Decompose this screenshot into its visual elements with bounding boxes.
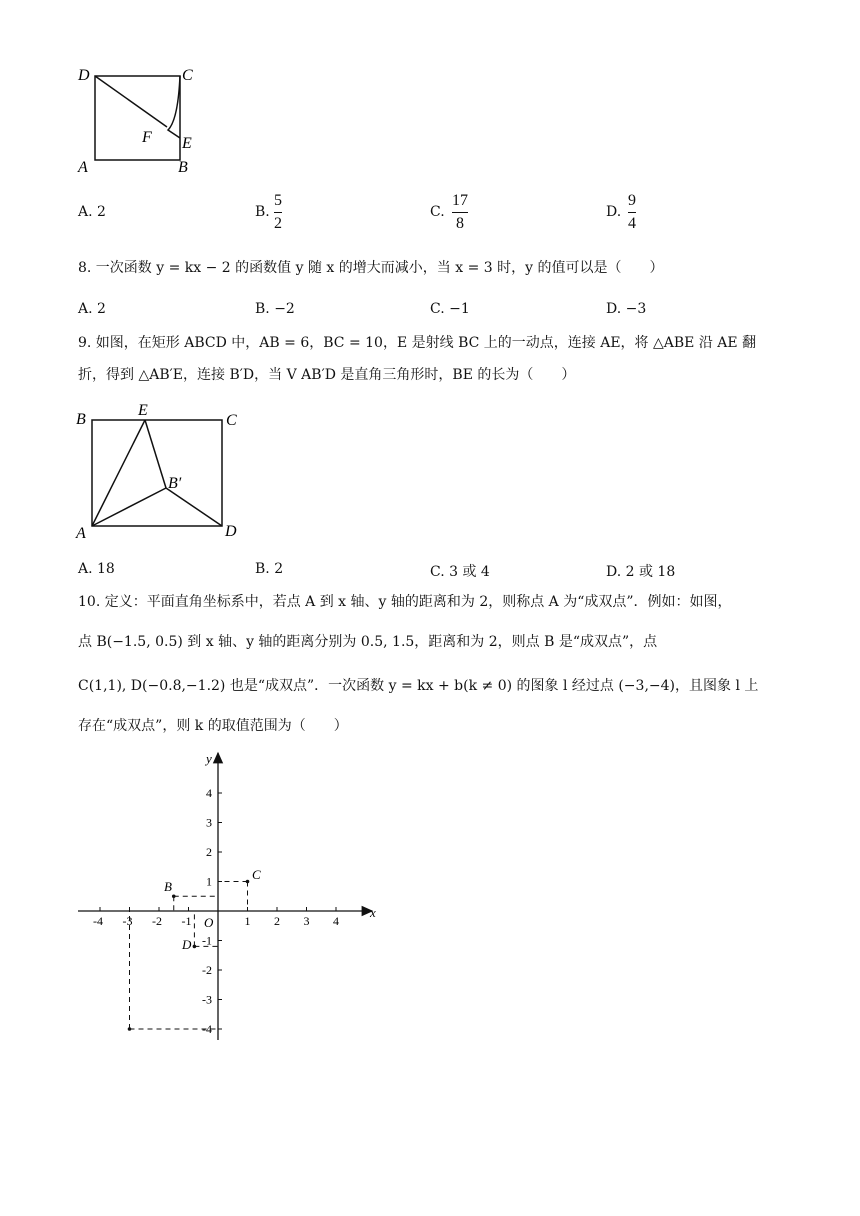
label-D: D bbox=[78, 67, 90, 84]
point-C-label: C bbox=[252, 867, 261, 882]
label-E: E bbox=[138, 402, 148, 419]
x-tick-label: 2 bbox=[274, 914, 280, 928]
q10-line-1: 10. 定义：平面直角坐标系中，若点 A 到 x 轴、y 轴的距离和为 2，则称点 A 为“成双点”．例如：如图， bbox=[78, 594, 732, 610]
x-tick-label: -3 bbox=[122, 914, 133, 928]
point-B-label: B bbox=[164, 879, 172, 894]
x-tick-label: -4 bbox=[93, 914, 103, 928]
q8-option-d: D. −3 bbox=[606, 301, 647, 317]
denominator: 4 bbox=[628, 215, 636, 232]
numerator: 5 bbox=[274, 192, 282, 209]
label-B: B bbox=[178, 159, 188, 176]
y-tick-label: 2 bbox=[206, 845, 212, 859]
q8-stem: 8. 一次函数 y = kx − 2 的函数值 y 随 x 的增大而减小，当 x = 3 时，y 的值可以是（ ） bbox=[78, 260, 664, 276]
q7-option-c-prefix: C. bbox=[430, 204, 445, 220]
label-A: A bbox=[76, 525, 86, 542]
x-axis-label: x bbox=[370, 905, 376, 920]
y-tick-label: -1 bbox=[202, 933, 212, 948]
q7-option-d-fraction bbox=[628, 192, 636, 233]
x-tick-label: 3 bbox=[303, 914, 310, 928]
q7-option-a: A. 2 bbox=[78, 204, 106, 220]
q7-figure bbox=[70, 60, 210, 180]
q8-option-c: C. −1 bbox=[430, 301, 470, 317]
q7-option-b-prefix: B. bbox=[255, 204, 270, 220]
q9-option-b: B. 2 bbox=[255, 561, 284, 577]
y-tick-label: -2 bbox=[202, 963, 212, 977]
label-A: A bbox=[78, 159, 88, 176]
q9-option-c: C. 3 或 4 bbox=[430, 564, 490, 580]
q10-line-3: C(1,1), D(−0.8,−1.2) 也是“成双点”．一次函数 y = kx + b(k ≠ 0) 的图象 l 经过点 (−3,−4)，且图象 l 上 bbox=[78, 678, 759, 694]
y-axis-label: y bbox=[206, 751, 212, 766]
q9-line-2: 折，得到 △AB′E，连接 B′D，当 V AB′D 是直角三角形时，BE 的长为（ ） bbox=[78, 367, 576, 383]
label-C: C bbox=[226, 412, 237, 429]
numerator: 17 bbox=[452, 192, 468, 209]
origin-label: O bbox=[204, 915, 214, 930]
label-B-prime: B′ bbox=[168, 475, 182, 492]
x-tick-label: -1 bbox=[181, 914, 192, 928]
y-tick-label: 4 bbox=[206, 786, 212, 800]
label-D: D bbox=[225, 523, 237, 540]
point-D-label: D bbox=[182, 937, 192, 952]
label-C: C bbox=[182, 67, 193, 84]
q10-line-4: 存在“成双点”，则 k 的取值范围为（ ） bbox=[78, 718, 348, 734]
x-tick-label: -2 bbox=[152, 914, 162, 928]
q10-line-2: 点 B(−1.5, 0.5) 到 x 轴、y 轴的距离分别为 0.5, 1.5，距离和为 2，则点 B 是“成双点”，点 bbox=[78, 634, 658, 650]
y-tick-label: 1 bbox=[206, 874, 212, 889]
denominator: 2 bbox=[274, 215, 282, 232]
label-B: B bbox=[76, 411, 86, 428]
coordinate-graph bbox=[70, 745, 390, 1045]
q7-option-b-fraction bbox=[274, 192, 282, 233]
q7-option-c-fraction bbox=[452, 192, 468, 233]
q9-line-1: 9. 如图，在矩形 ABCD 中，AB = 6，BC = 10，E 是射线 BC 上的一动点，连接 AE，将 △ABE 沿 AE 翻 bbox=[78, 335, 757, 351]
y-tick-label: -3 bbox=[202, 992, 212, 1007]
denominator: 8 bbox=[456, 215, 464, 232]
y-tick-label: -4 bbox=[202, 1022, 212, 1036]
q9-option-d: D. 2 或 18 bbox=[606, 564, 676, 580]
y-tick-label: 3 bbox=[206, 815, 212, 830]
label-E: E bbox=[182, 135, 192, 152]
numerator: 9 bbox=[628, 192, 636, 209]
q9-figure bbox=[70, 398, 250, 543]
label-F: F bbox=[142, 129, 152, 146]
x-tick-label: 1 bbox=[244, 914, 251, 928]
x-tick-label: 4 bbox=[333, 914, 339, 928]
q9-option-a: A. 18 bbox=[78, 561, 115, 577]
q8-option-b: B. −2 bbox=[255, 301, 295, 317]
q8-option-a: A. 2 bbox=[78, 301, 106, 317]
q7-option-d-prefix: D. bbox=[606, 204, 622, 220]
